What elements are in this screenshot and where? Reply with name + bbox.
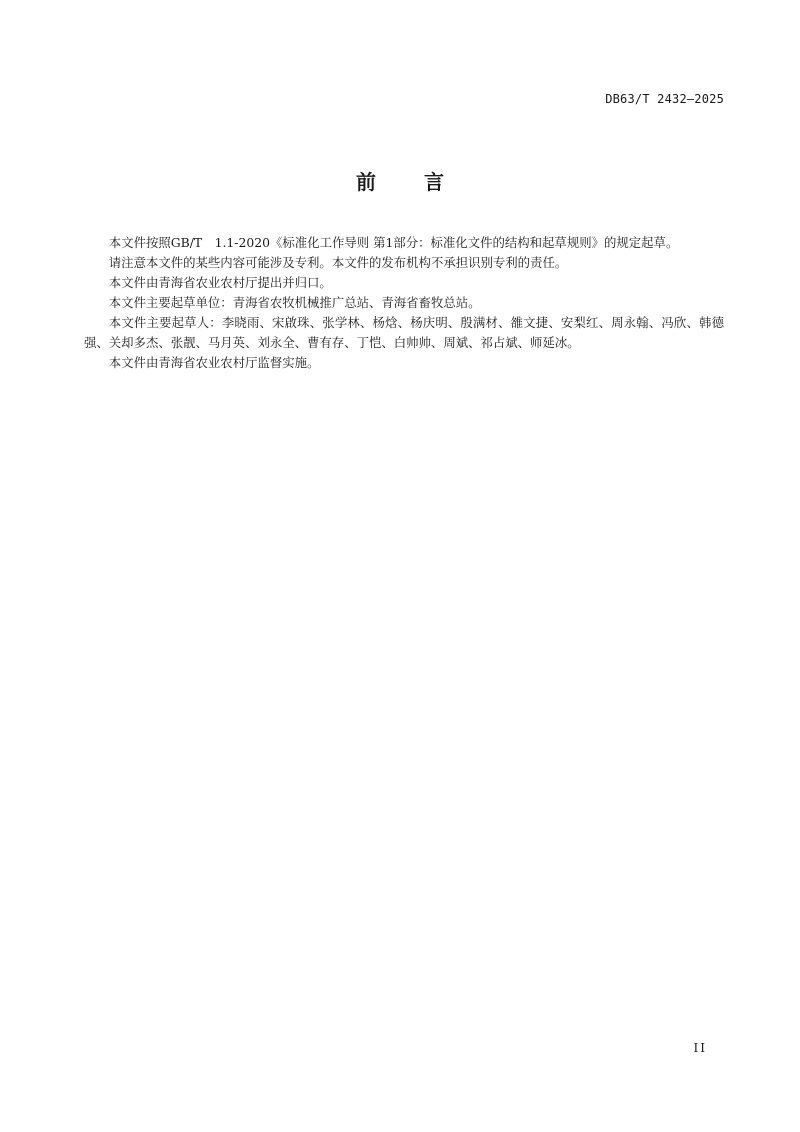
foreword-body [84, 233, 724, 373]
page-title [0, 166, 800, 195]
paragraph-drafting-rules: 本文件按照GB/T 1.1-2020《标准化工作导则 第1部分：标准化文件的结构和起草规则》的规定起草。 [108, 235, 679, 250]
paragraph-patent-notice: 请注意本文件的某些内容可能涉及专利。本文件的发布机构不承担识别专利的责任。 [108, 255, 568, 270]
page-number: II [693, 1041, 707, 1055]
title-char-1: 前 [356, 170, 376, 194]
title-char-2: 言 [424, 170, 444, 194]
standard-code: DB63/T 2432—2025 [605, 92, 724, 106]
paragraph-drafting-units: 本文件主要起草单位：青海省农牧机械推广总站、青海省畜牧总站。 [108, 295, 481, 310]
paragraph-drafters: 本文件主要起草人：李晓雨、宋啟珠、张学林、杨焓、杨庆明、殷满材、雒文捷、安梨红、周永翰、冯欣、韩德强、关却多杰、张靓、马月英、刘永全、曹有存、丁恺、白帅帅、周斌、祁占斌、师延冰。 [84, 315, 724, 350]
paragraph-supervision: 本文件由青海省农业农村厅监督实施。 [108, 355, 320, 370]
paragraph-proposer: 本文件由青海省农业农村厅提出并归口。 [108, 275, 332, 290]
